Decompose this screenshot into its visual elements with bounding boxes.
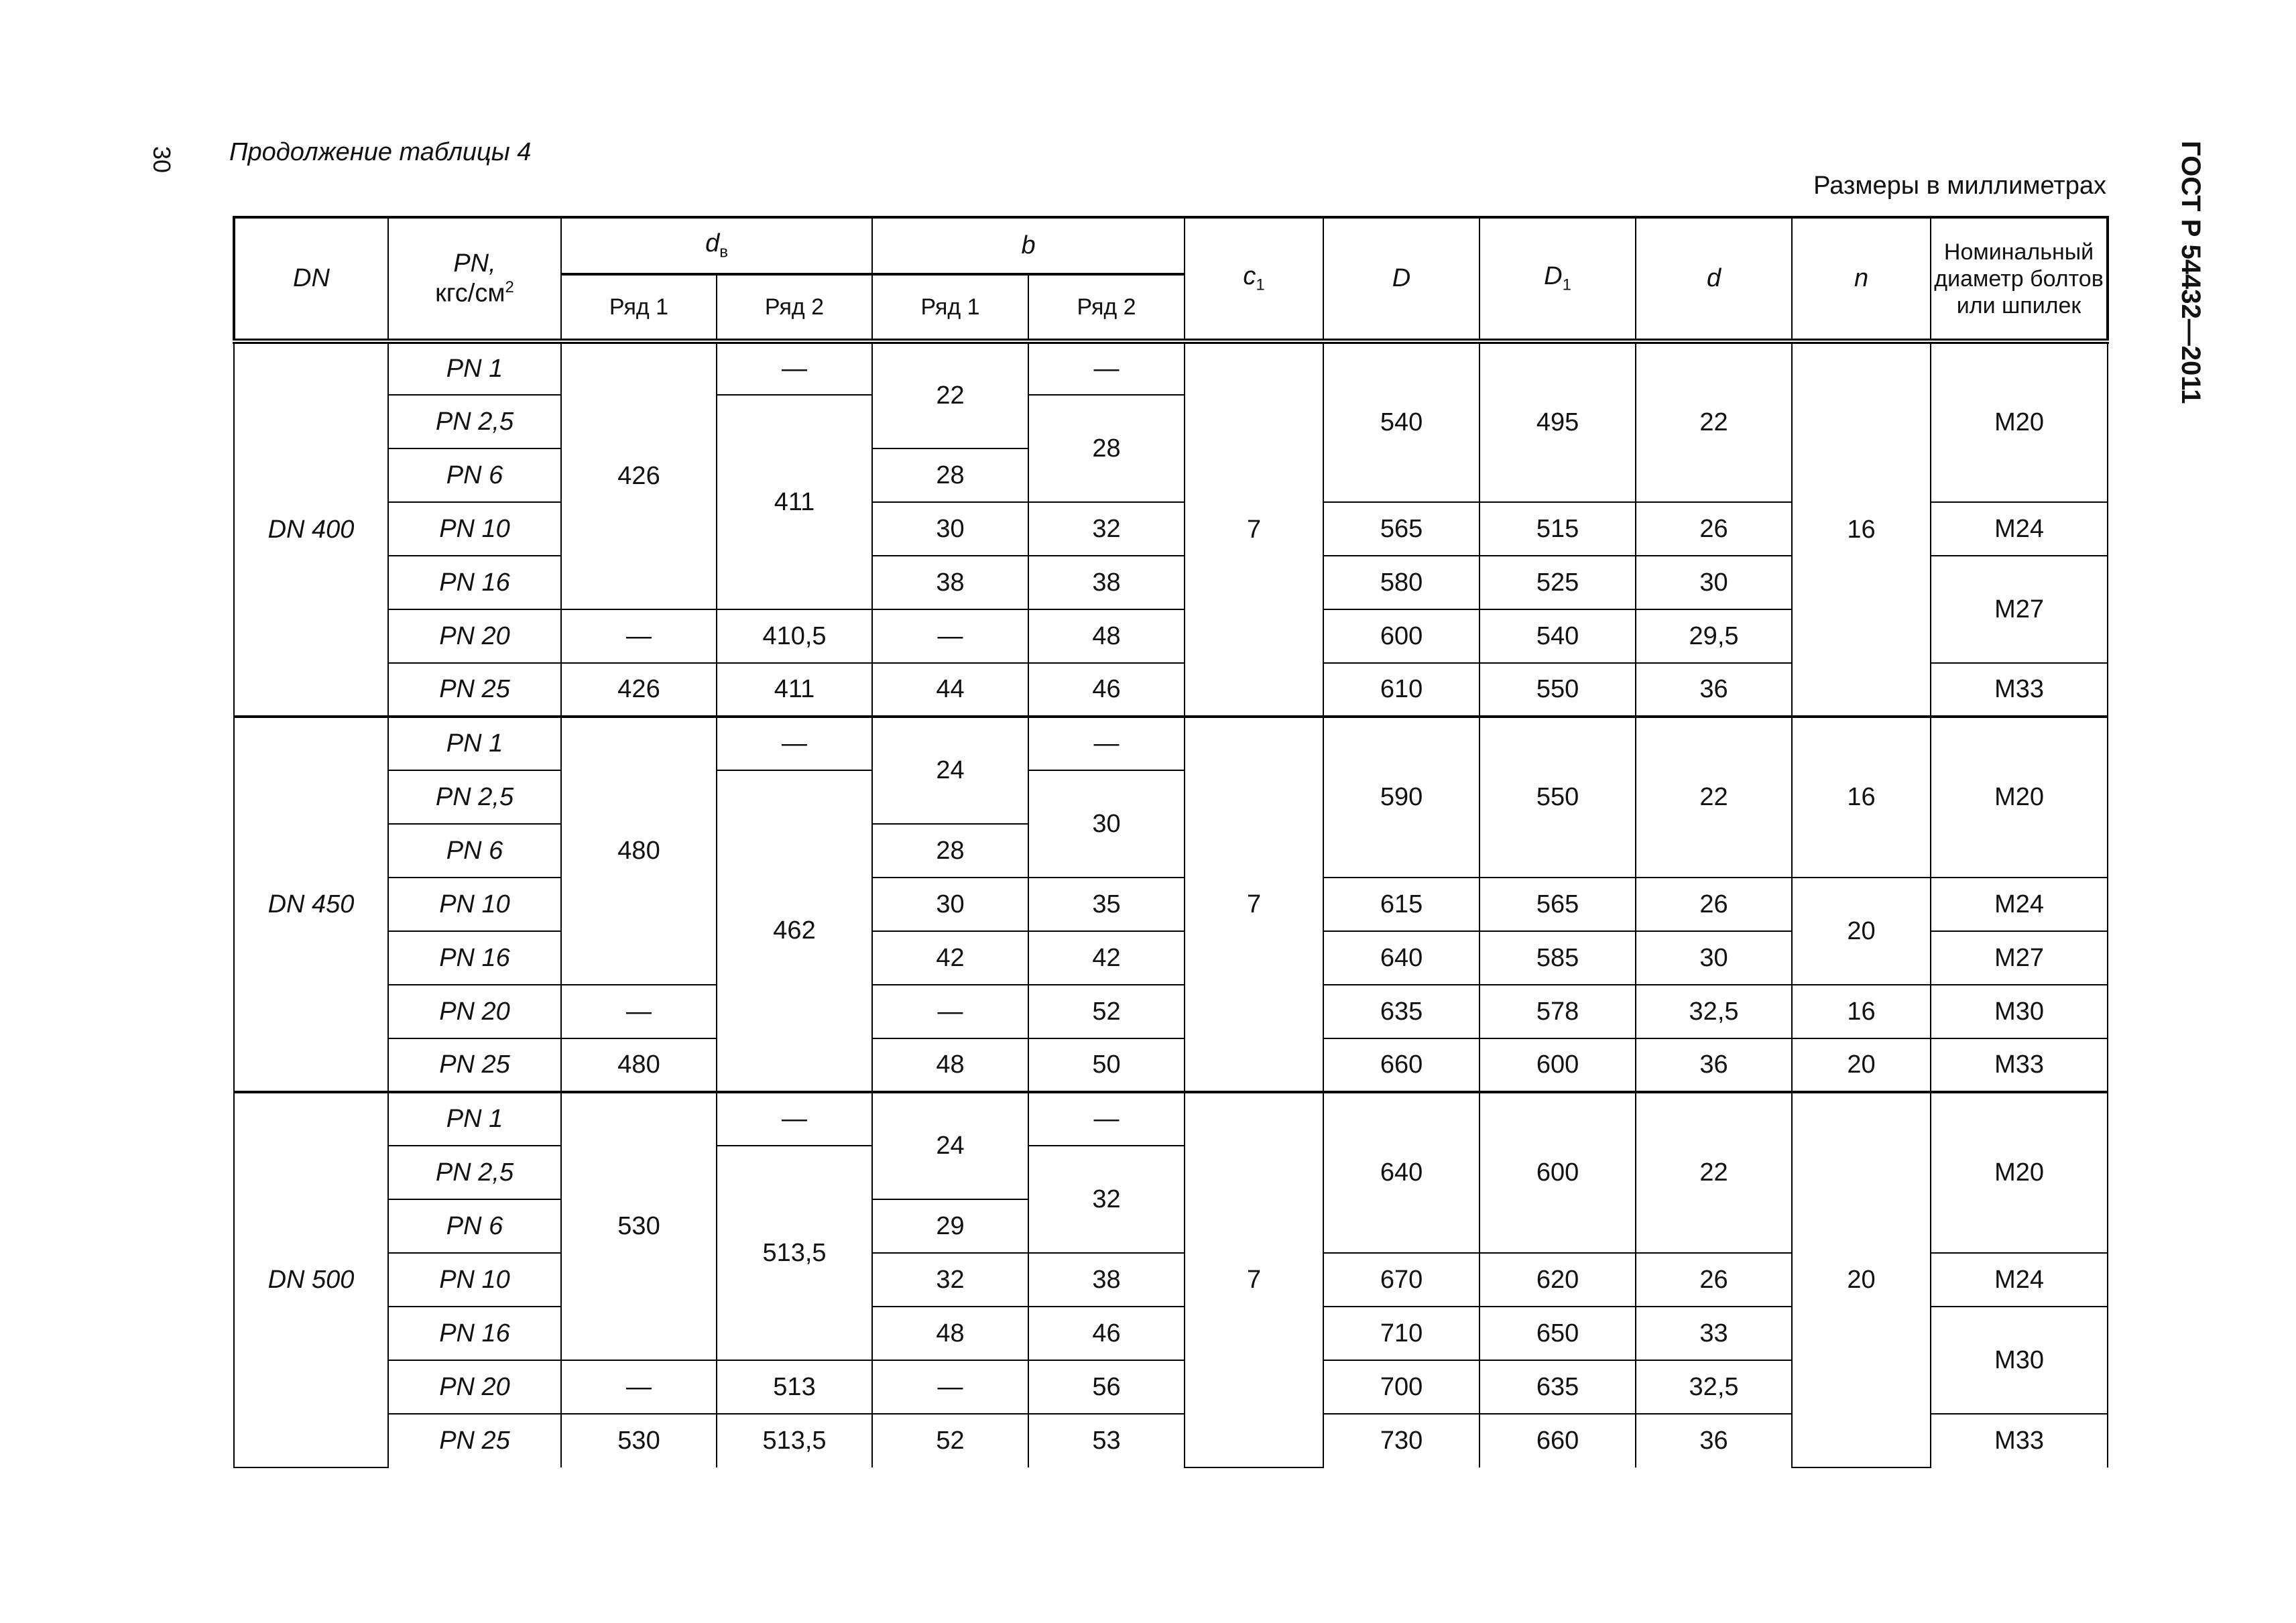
d-cell: 36 <box>1636 1038 1792 1092</box>
d-cell: 36 <box>1636 663 1792 717</box>
b1-cell: 42 <box>872 931 1028 985</box>
d-cell: 32,5 <box>1636 985 1792 1038</box>
pn-cell: PN 2,5 <box>388 395 561 448</box>
b1-cell: 24 <box>872 717 1028 824</box>
D1-cell: 540 <box>1479 609 1636 663</box>
dv2-cell: 411 <box>717 663 872 717</box>
group-dn400 <box>234 341 2108 717</box>
b1-cell: 28 <box>872 824 1028 878</box>
b1-cell: 32 <box>872 1253 1028 1307</box>
pn-cell: PN 2,5 <box>388 1146 561 1199</box>
D-cell: 700 <box>1323 1360 1479 1414</box>
pn-cell: PN 1 <box>388 717 561 770</box>
bolt-cell: M20 <box>1931 341 2108 502</box>
b1-cell: — <box>872 609 1028 663</box>
n-cell: 20 <box>1792 878 1931 985</box>
D-cell: 640 <box>1323 1092 1479 1253</box>
b2-cell: 38 <box>1028 1253 1185 1307</box>
D-cell: 600 <box>1323 609 1479 663</box>
D-cell: 660 <box>1323 1038 1479 1092</box>
b2-cell: 32 <box>1028 502 1185 556</box>
d-cell: 29,5 <box>1636 609 1792 663</box>
pn-cell: PN 20 <box>388 609 561 663</box>
header-dv-row1: Ряд 1 <box>561 274 717 341</box>
d-cell: 36 <box>1636 1414 1792 1467</box>
bolt-cell: M33 <box>1931 663 2108 717</box>
header-b-row2: Ряд 2 <box>1028 274 1185 341</box>
dv2-cell: 462 <box>717 770 872 1092</box>
group-dn450 <box>234 717 2108 1092</box>
bolt-cell: M20 <box>1931 1092 2108 1253</box>
b2-cell: 35 <box>1028 878 1185 931</box>
dv2-cell: — <box>717 717 872 770</box>
b2-cell: 50 <box>1028 1038 1185 1092</box>
bolt-cell: M24 <box>1931 878 2108 931</box>
b1-cell: — <box>872 1360 1028 1414</box>
D1-cell: 635 <box>1479 1360 1636 1414</box>
b1-cell: 29 <box>872 1199 1028 1253</box>
D1-cell: 585 <box>1479 931 1636 985</box>
bolt-cell: M27 <box>1931 556 2108 663</box>
d-cell: 30 <box>1636 556 1792 609</box>
d-cell: 30 <box>1636 931 1792 985</box>
header-pn: PN, кгс/$см^2$ <box>388 217 561 341</box>
d-cell: 22 <box>1636 717 1792 878</box>
d-cell: 26 <box>1636 502 1792 556</box>
b2-cell: — <box>1028 717 1185 770</box>
b2-cell: 46 <box>1028 1307 1185 1360</box>
b2-cell: 46 <box>1028 663 1185 717</box>
dn-cell: DN 500 <box>234 1092 388 1467</box>
b2-cell: 28 <box>1028 395 1185 502</box>
D-cell: 640 <box>1323 931 1479 985</box>
pn-cell: PN 6 <box>388 448 561 502</box>
dv2-cell: 513,5 <box>717 1414 872 1467</box>
group-dn500 <box>234 1092 2108 1467</box>
b1-cell: 52 <box>872 1414 1028 1467</box>
c1-cell: 7 <box>1185 341 1323 717</box>
b2-cell: — <box>1028 341 1185 395</box>
pn-cell: PN 10 <box>388 1253 561 1307</box>
bolt-cell: M33 <box>1931 1038 2108 1092</box>
header-dv-row2: Ряд 2 <box>717 274 872 341</box>
pn-cell: PN 25 <box>388 1414 561 1467</box>
b1-cell: 30 <box>872 878 1028 931</box>
flange-dimensions-table <box>233 216 2109 1468</box>
D-cell: 540 <box>1323 341 1479 502</box>
D-cell: 710 <box>1323 1307 1479 1360</box>
D1-cell: 550 <box>1479 663 1636 717</box>
header-d: d <box>1636 217 1792 341</box>
D1-cell: 578 <box>1479 985 1636 1038</box>
dv2-cell: 513,5 <box>717 1146 872 1360</box>
D-cell: 610 <box>1323 663 1479 717</box>
pn-cell: PN 1 <box>388 1092 561 1146</box>
b1-cell: 28 <box>872 448 1028 502</box>
dv1-cell: — <box>561 609 717 663</box>
bolt-cell: M24 <box>1931 1253 2108 1307</box>
b1-cell: 22 <box>872 341 1028 448</box>
pn-cell: PN 16 <box>388 1307 561 1360</box>
pn-cell: PN 16 <box>388 556 561 609</box>
dv1-cell: 426 <box>561 663 717 717</box>
bolt-cell: M24 <box>1931 502 2108 556</box>
n-cell: 20 <box>1792 1038 1931 1092</box>
c1-cell: 7 <box>1185 717 1323 1092</box>
pn-cell: PN 16 <box>388 931 561 985</box>
b2-cell: — <box>1028 1092 1185 1146</box>
b2-cell: 48 <box>1028 609 1185 663</box>
bolt-cell: M20 <box>1931 717 2108 878</box>
D1-cell: 495 <box>1479 341 1636 502</box>
b1-cell: 24 <box>872 1092 1028 1199</box>
D-cell: 670 <box>1323 1253 1479 1307</box>
b2-cell: 53 <box>1028 1414 1185 1467</box>
bolt-cell: M27 <box>1931 931 2108 985</box>
D-cell: 615 <box>1323 878 1479 931</box>
d-cell: 22 <box>1636 341 1792 502</box>
d-cell: 26 <box>1636 1253 1792 1307</box>
D-cell: 565 <box>1323 502 1479 556</box>
b1-cell: 30 <box>872 502 1028 556</box>
D1-cell: 620 <box>1479 1253 1636 1307</box>
b2-cell: 42 <box>1028 931 1185 985</box>
dv1-cell: — <box>561 985 717 1038</box>
b1-cell: 38 <box>872 556 1028 609</box>
b2-cell: 30 <box>1028 770 1185 878</box>
header-D: D <box>1323 217 1479 341</box>
D1-cell: 660 <box>1479 1414 1636 1467</box>
header-bolt: Номинальный диаметр болтов или шпилек <box>1931 217 2108 341</box>
header-dn: DN <box>234 217 388 341</box>
table-caption: Продолжение таблицы 4 <box>229 138 532 166</box>
bolt-cell: M33 <box>1931 1414 2108 1467</box>
bolt-cell: M30 <box>1931 985 2108 1038</box>
header-n: n <box>1792 217 1931 341</box>
pn-cell: PN 25 <box>388 663 561 717</box>
b2-cell: 32 <box>1028 1146 1185 1253</box>
dv1-cell: 480 <box>561 717 717 985</box>
dv1-cell: 480 <box>561 1038 717 1092</box>
D-cell: 590 <box>1323 717 1479 878</box>
b1-cell: 48 <box>872 1038 1028 1092</box>
dv2-cell: 513 <box>717 1360 872 1414</box>
D1-cell: 525 <box>1479 556 1636 609</box>
D-cell: 635 <box>1323 985 1479 1038</box>
dn-cell: DN 450 <box>234 717 388 1092</box>
b1-cell: — <box>872 985 1028 1038</box>
pn-cell: PN 6 <box>388 1199 561 1253</box>
pn-cell: PN 20 <box>388 1360 561 1414</box>
D1-cell: 550 <box>1479 717 1636 878</box>
page-number: 30 <box>148 146 176 174</box>
bolt-cell: M30 <box>1931 1307 2108 1414</box>
n-cell: 16 <box>1792 341 1931 717</box>
d-cell: 32,5 <box>1636 1360 1792 1414</box>
header-c1: $c_1$ <box>1185 217 1323 341</box>
pn-cell: PN 25 <box>388 1038 561 1092</box>
pn-cell: PN 2,5 <box>388 770 561 824</box>
dv1-cell: — <box>561 1360 717 1414</box>
pn-cell: PN 10 <box>388 502 561 556</box>
dv1-cell: 530 <box>561 1414 717 1467</box>
units-note: Размеры в миллиметрах <box>1813 172 2106 200</box>
dv2-cell: 410,5 <box>717 609 872 663</box>
dv2-cell: — <box>717 341 872 395</box>
D-cell: 580 <box>1323 556 1479 609</box>
dv2-cell: 411 <box>717 395 872 609</box>
D1-cell: 515 <box>1479 502 1636 556</box>
header-dv: $d_в$ <box>561 217 872 274</box>
pn-cell: PN 6 <box>388 824 561 878</box>
D1-cell: 600 <box>1479 1038 1636 1092</box>
n-cell: 20 <box>1792 1092 1931 1467</box>
d-cell: 33 <box>1636 1307 1792 1360</box>
b2-cell: 38 <box>1028 556 1185 609</box>
c1-cell: 7 <box>1185 1092 1323 1467</box>
dv2-cell: — <box>717 1092 872 1146</box>
header-D1: $D_1$ <box>1479 217 1636 341</box>
pn-cell: PN 10 <box>388 878 561 931</box>
D1-cell: 600 <box>1479 1092 1636 1253</box>
dv1-cell: 426 <box>561 341 717 609</box>
D-cell: 730 <box>1323 1414 1479 1467</box>
header-b: b <box>872 217 1185 274</box>
n-cell: 16 <box>1792 985 1931 1038</box>
pn-cell: PN 20 <box>388 985 561 1038</box>
b2-cell: 52 <box>1028 985 1185 1038</box>
d-cell: 26 <box>1636 878 1792 931</box>
dn-cell: DN 400 <box>234 341 388 717</box>
b2-cell: 56 <box>1028 1360 1185 1414</box>
d-cell: 22 <box>1636 1092 1792 1253</box>
b1-cell: 48 <box>872 1307 1028 1360</box>
document-id: ГОСТ Р 54432—2011 <box>2176 141 2206 404</box>
header-b-row1: Ряд 1 <box>872 274 1028 341</box>
D1-cell: 650 <box>1479 1307 1636 1360</box>
pn-cell: PN 1 <box>388 341 561 395</box>
D1-cell: 565 <box>1479 878 1636 931</box>
n-cell: 16 <box>1792 717 1931 878</box>
b1-cell: 44 <box>872 663 1028 717</box>
dv1-cell: 530 <box>561 1092 717 1360</box>
